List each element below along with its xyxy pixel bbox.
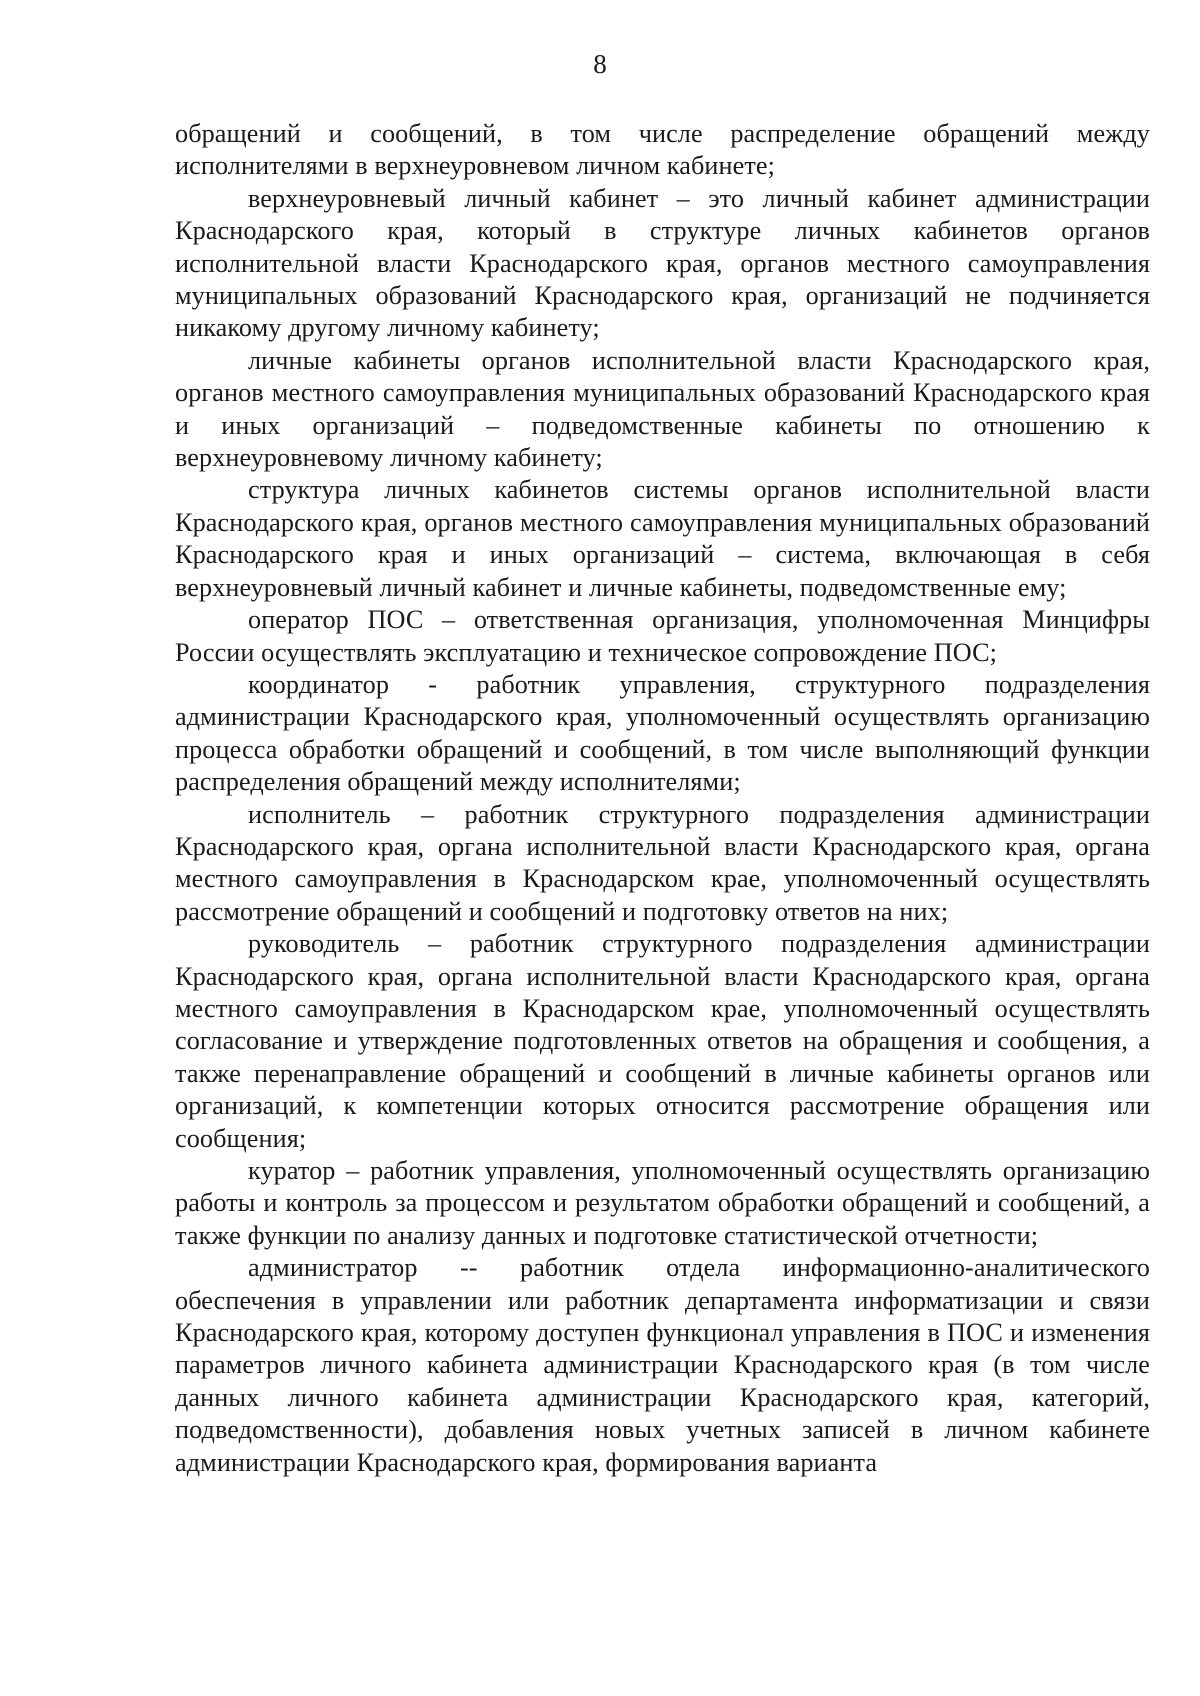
- paragraph-subordinate-cabinets: личные кабинеты органов исполнительной власти Краснодарского края, органов местного самоуправления муниципальных образований Краснодарского края и иных организаций – подведомственные кабинеты по отношению к верхнеуровневому личному кабинету;: [175, 345, 1150, 473]
- paragraph-continuation: обращений и сообщений, в том числе распределение обращений между исполнителями в верхнеуровневом личном кабинете;: [175, 119, 1150, 181]
- document-body: [175, 118, 1150, 1479]
- paragraph-top-level-cabinet: верхнеуровневый личный кабинет – это личный кабинет администрации Краснодарского края, который в структуре личных кабинетов органов исполнительной власти Краснодарского края, органов местного самоуправления муниципальных образований Краснодарского края, организаций не подчиняется никакому другому личному кабинету;: [175, 183, 1150, 343]
- paragraph-pos-operator: оператор ПОС – ответственная организация, уполномоченная Минцифры России осуществлять эксплуатацию и техническое сопровождение ПОС;: [175, 605, 1150, 667]
- paragraph-executor: исполнитель – работник структурного подразделения администрации Краснодарского края, органа исполнительной власти Краснодарского края, органа местного самоуправления в Краснодарском крае, уполномоченный осуществлять рассмотрение обращений и сообщений и подготовку ответов на них;: [175, 799, 1150, 926]
- paragraph-coordinator: координатор - работник управления, структурного подразделения администрации Краснодарского края, уполномоченный осуществлять организацию процесса обработки обращений и сообщений, в том числе выполняющий функции распределения обращений между исполнителями;: [175, 669, 1150, 797]
- paragraph-curator: куратор – работник управления, уполномоченный осуществлять организацию работы и контроль за процессом и результатом обработки обращений и сообщений, а также функции по анализу данных и подготовке статистической отчетности;: [175, 1156, 1150, 1250]
- page-number: 8: [593, 49, 607, 79]
- paragraph-administrator: администратор -- работник отдела информационно-аналитического обеспечения в управлении или работник департамента информатизации и связи Краснодарского края, которому доступен функционал управления в ПОС и изменения параметров личного кабинета администрации Краснодарского края (в том числе данных личного кабинета администрации Краснодарского края, категорий, подведомственности), добавления новых учетных записей в личном кабинете администрации Краснодарского края, формирования варианта: [175, 1253, 1150, 1477]
- paragraph-cabinet-structure: структура личных кабинетов системы органов исполнительной власти Краснодарского края, органов местного самоуправления муниципальных образований Краснодарского края и иных организаций – система, включающая в себя верхнеуровневый личный кабинет и личные кабинеты, подведомственные ему;: [175, 475, 1150, 602]
- paragraph-manager: руководитель – работник структурного подразделения администрации Краснодарского края, органа исполнительной власти Краснодарского края, органа местного самоуправления в Краснодарском крае, уполномоченный осуществлять согласование и утверждение подготовленных ответов на обращения и сообщения, а также перенаправление обращений и сообщений в личные кабинеты органов или организаций, к компетенции которых относится рассмотрение обращения или сообщения;: [175, 929, 1150, 1153]
